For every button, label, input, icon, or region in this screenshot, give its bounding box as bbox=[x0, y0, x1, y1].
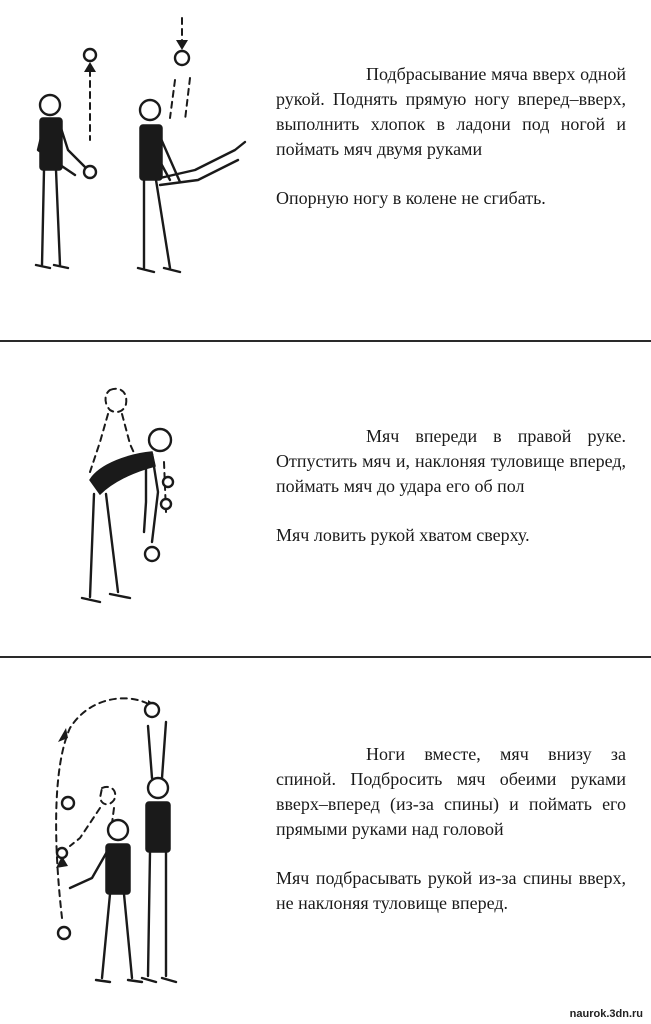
exercise-2 bbox=[0, 342, 651, 656]
exercise-description bbox=[276, 62, 626, 211]
exercise-instruction: Мяч впереди в правой руке. Отпустить мяч и, наклоняя туловище вперед, поймать мяч до удара его об пол bbox=[276, 426, 626, 496]
watermark: naurok.3dn.ru bbox=[569, 1008, 643, 1020]
two-figures-toss-ball-leg-raise-icon bbox=[20, 10, 260, 280]
exercise-note: Опорную ногу в колене не сгибать. bbox=[276, 188, 546, 208]
exercise-3 bbox=[0, 658, 651, 1024]
exercise-1 bbox=[0, 0, 651, 340]
exercise-instruction: Подбрасывание мяча вверх одной рукой. Поднять прямую ногу вперед–вверх, выполнить хлопок в ладони под ногой и поймать мяч двумя руками bbox=[276, 64, 626, 159]
exercise-instruction: Ноги вместе, мяч внизу за спиной. Подбросить мяч обеими руками вверх–вперед (из-за спины) и поймать его прямыми руками над головой bbox=[276, 744, 626, 839]
exercise-note: Мяч подбрасывать рукой из-за спины вверх, не наклоняя туловище вперед. bbox=[276, 868, 626, 913]
two-figures-throw-from-behind-back-icon bbox=[40, 688, 200, 988]
figure-bend-forward-catch-ball-icon bbox=[60, 382, 210, 612]
exercise-description bbox=[276, 742, 626, 916]
exercise-note: Мяч ловить рукой хватом сверху. bbox=[276, 525, 530, 545]
exercise-description bbox=[276, 424, 626, 548]
